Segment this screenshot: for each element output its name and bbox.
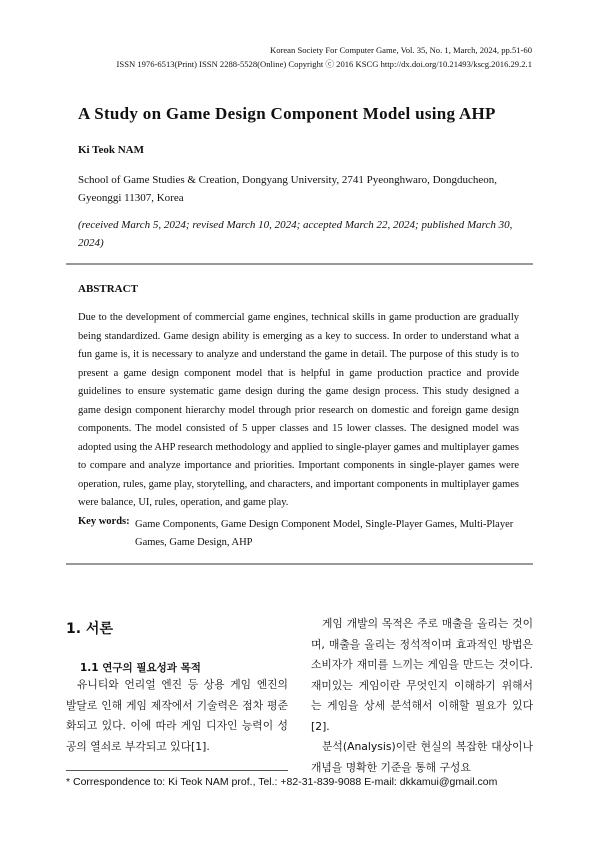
journal-header-line2: ISSN 1976-6513(Print) ISSN 2288-5528(Online) Copyright ⓒ 2016 KSCG http://dx.doi.org/10.21493/kscg.2016.29.2.1 bbox=[116, 59, 532, 69]
abstract-heading: ABSTRACT bbox=[78, 283, 138, 295]
received-dates: (received March 5, 2024; revised March 10, 2024; accepted March 22, 2024; published March 30, 2024) bbox=[78, 219, 513, 249]
section-heading: 1. 서론 bbox=[66, 621, 113, 637]
correspondence-footnote: * Correspondence to: Ki Teok NAM prof., Tel.: +82-31-839-9088 E-mail: dkkamui@gmail.com bbox=[66, 776, 498, 788]
keywords-text: Game Components, Game Design Component Model, Single-Player Games, Multi-Player Games, Game Design, AHP bbox=[135, 519, 514, 548]
abstract-body: Due to the development of commercial game engines, technical skills in game production are gradually being standardized. Game design ability is emerging as a key to success. In order to understand what a fun game is, it is necessary to analyze and understand the game in detail. The purpose of this study is to present a game design component model that is helpful in game production practice and provide guidelines to ensure systematic game design during the game design process. This study designed a game design component hierarchy model through prior research on domestic and foreign game design components. The model consisted of 5 upper classes and 15 lower classes. The designed model was adopted using the AHP research methodology and applied to single-player games and multiplayer games to compare and analyze importance and priorities. Important components in single-player games were operation, rules, game play, storytelling, and characters, and important components in multiplayer games were balance, UI, rules, operation, and game play. bbox=[78, 312, 519, 508]
top-divider bbox=[66, 263, 533, 265]
footnote-divider bbox=[66, 770, 288, 771]
paper-title: A Study on Game Design Component Model using AHP bbox=[78, 104, 496, 123]
left-column-paragraph: 유니티와 언리얼 엔진 등 상용 게임 엔진의 발달로 인해 게임 제작에서 기술력은 점차 평준화되고 있다. 이에 따라 게임 디자인 능력이 성공의 열쇠로 부각되고 있다[1]. bbox=[66, 678, 288, 753]
subsection-heading: 1.1 연구의 필요성과 목적 bbox=[80, 662, 201, 674]
journal-header-line1: Korean Society For Computer Game, Vol. 35, No. 1, March, 2024, pp.51-60 bbox=[270, 45, 532, 55]
keywords-label: Key words: bbox=[78, 516, 130, 527]
bottom-divider bbox=[66, 563, 533, 565]
right-column-paragraph-2: 분석(Analysis)이란 현실의 복잡한 대상이나 개념을 명확한 기준을 통해 구성요 bbox=[311, 740, 533, 774]
right-column bbox=[311, 614, 533, 778]
author-affiliation: School of Game Studies & Creation, Dongyang University, 2741 Pyeonghwaro, Dongducheon, Gyeonggi 11307, Korea bbox=[78, 174, 498, 204]
author-name: Ki Teok NAM bbox=[78, 144, 145, 156]
right-column-paragraph-1: 게임 개발의 목적은 주로 매출을 올리는 것이며, 매출을 올리는 정석적이며 효과적인 방법은 소비자가 재미를 느끼는 게임을 만드는 것이다. 재미있는 게임이란 무엇인지 이해하기 위해서는 게임을 상세 분석해서 이해할 필요가 있다[2]. bbox=[311, 617, 533, 733]
